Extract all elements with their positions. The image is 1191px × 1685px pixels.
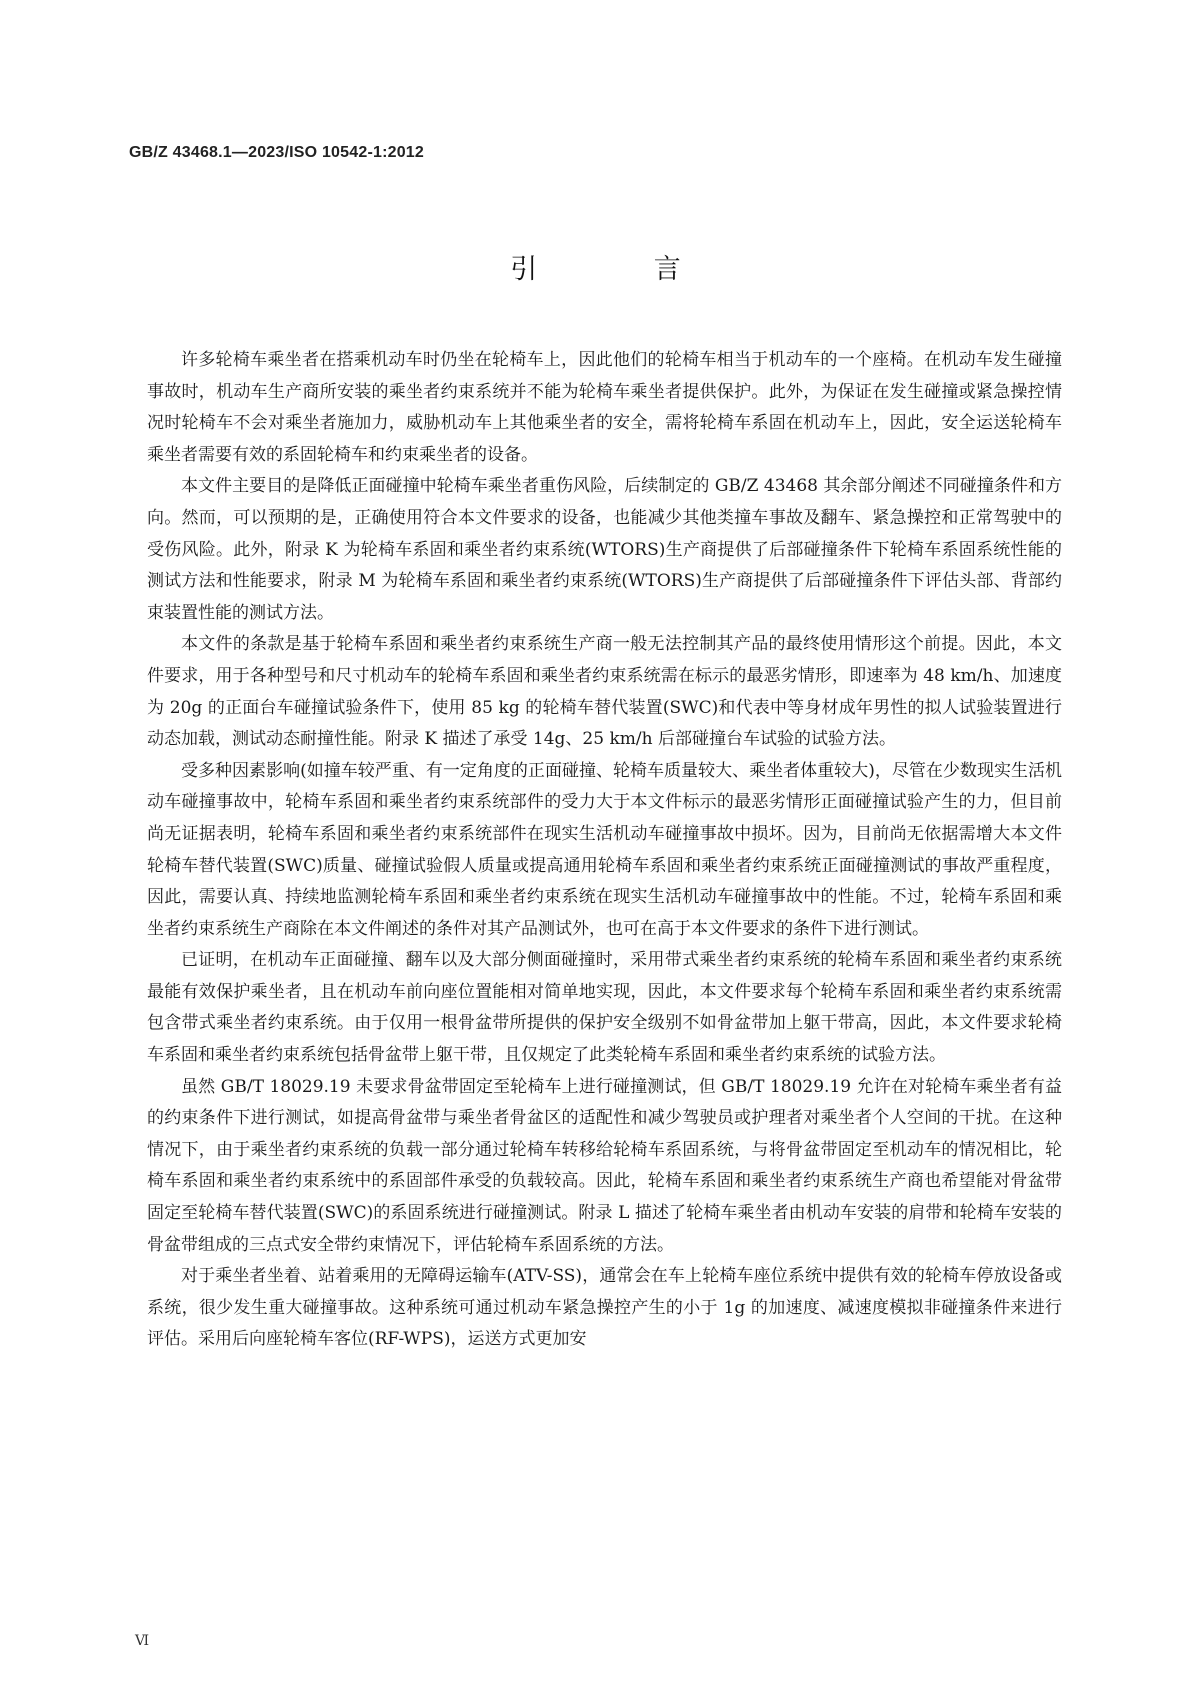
page-title: 引 言 <box>510 254 735 285</box>
paragraph-1: 许多轮椅车乘坐者在搭乘机动车时仍坐在轮椅车上，因此他们的轮椅车相当于机动车的一个座椅。在机动车发生碰撞事故时，机动车生产商所安装的乘坐者约束系统并不能为轮椅车乘坐者提供保护。此外，为保证在发生碰撞或紧急操控情况时轮椅车不会对乘坐者施加力，威胁机动车上其他乘坐者的安全，需将轮椅车系固在机动车上，因此，安全运送轮椅车乘坐者需要有效的系固轮椅车和约束乘坐者的设备。 <box>147 350 1062 465</box>
paragraph-4: 受多种因素影响(如撞车较严重、有一定角度的正面碰撞、轮椅车质量较大、乘坐者体重较大)，尽管在少数现实生活机动车碰撞事故中，轮椅车系固和乘坐者约束系统部件的受力大于本文件标示的最恶劣情形正面碰撞试验产生的力，但目前尚无证据表明，轮椅车系固和乘坐者约束系统部件在现实生活机动车碰撞事故中损坏。因为，目前尚无依据需增大本文件轮椅车替代装置(SWC)质量、碰撞试验假人质量或提高通用轮椅车系固和乘坐者约束系统正面碰撞测试的事故严重程度，因此，需要认真、持续地监测轮椅车系固和乘坐者约束系统在现实生活机动车碰撞事故中的性能。不过，轮椅车系固和乘坐者约束系统生产商除在本文件阐述的条件对其产品测试外，也可在高于本文件要求的条件下进行测试。 <box>147 760 1062 939</box>
paragraph-3: 本文件的条款是基于轮椅车系固和乘坐者约束系统生产商一般无法控制其产品的最终使用情形这个前提。因此，本文件要求，用于各种型号和尺寸机动车的轮椅车系固和乘坐者约束系统需在标示的最恶劣情形，即速率为 48 km/h、加速度为 20g 的正面台车碰撞试验条件下，使用 85 kg 的轮椅车替代装置(SWC)和代表中等身材成年男性的拟人试验装置进行动态加载，测试动态耐撞性能。附录 K 描述了承受 14g、25 km/h 后部碰撞台车试验的试验方法。 <box>147 634 1062 750</box>
page-number: Ⅵ <box>135 1633 150 1649</box>
standard-code-header: GB/Z 43468.1—2023/ISO 10542-1:2012 <box>129 144 424 161</box>
paragraph-2: 本文件主要目的是降低正面碰撞中轮椅车乘坐者重伤风险，后续制定的 GB/Z 43468 其余部分阐述不同碰撞条件和方向。然而，可以预期的是，正确使用符合本文件要求的设备，也能减少其他类撞车事故及翻车、紧急操控和正常驾驶中的受伤风险。此外，附录 K 为轮椅车系固和乘坐者约束系统(WTORS)生产商提供了后部碰撞条件下轮椅车系固系统性能的测试方法和性能要求，附录 M 为轮椅车系固和乘坐者约束系统(WTORS)生产商提供了后部碰撞条件下评估头部、背部约束装置性能的测试方法。 <box>147 476 1062 623</box>
paragraph-7: 对于乘坐者坐着、站着乘用的无障碍运输车(ATV-SS)，通常会在车上轮椅车座位系统中提供有效的轮椅车停放设备或系统，很少发生重大碰撞事故。这种系统可通过机动车紧急操控产生的小于 1g 的加速度、减速度模拟非碰撞条件来进行评估。采用后向座轮椅车客位(RF-WPS)，运送方式更加安 <box>147 1266 1062 1350</box>
paragraph-5: 已证明，在机动车正面碰撞、翻车以及大部分侧面碰撞时，采用带式乘坐者约束系统的轮椅车系固和乘坐者约束系统最能有效保护乘坐者，且在机动车前向座位置能相对简单地实现，因此，本文件要求每个轮椅车系固和乘坐者约束系统需包含带式乘坐者约束系统。由于仅用一根骨盆带所提供的保护安全级别不如骨盆带加上躯干带高，因此，本文件要求轮椅车系固和乘坐者约束系统包括骨盆带上躯干带，且仅规定了此类轮椅车系固和乘坐者约束系统的试验方法。 <box>147 950 1062 1066</box>
introduction-body <box>147 345 1062 1356</box>
paragraph-6: 虽然 GB/T 18029.19 未要求骨盆带固定至轮椅车上进行碰撞测试，但 GB/T 18029.19 允许在对轮椅车乘坐者有益的约束条件下进行测试，如提高骨盆带与乘坐者骨盆区的适配性和减少驾驶员或护理者对乘坐者个人空间的干扰。在这种情况下，由于乘坐者约束系统的负载一部分通过轮椅车转移给轮椅车系固系统，与将骨盆带固定至机动车的情况相比，轮椅车系固和乘坐者约束系统中的系固部件承受的负载较高。因此，轮椅车系固和乘坐者约束系统生产商也希望能对骨盆带固定至轮椅车替代装置(SWC)的系固系统进行碰撞测试。附录 L 描述了轮椅车乘坐者由机动车安装的肩带和轮椅车安装的骨盆带组成的三点式安全带约束情况下，评估轮椅车系固系统的方法。 <box>147 1076 1062 1255</box>
